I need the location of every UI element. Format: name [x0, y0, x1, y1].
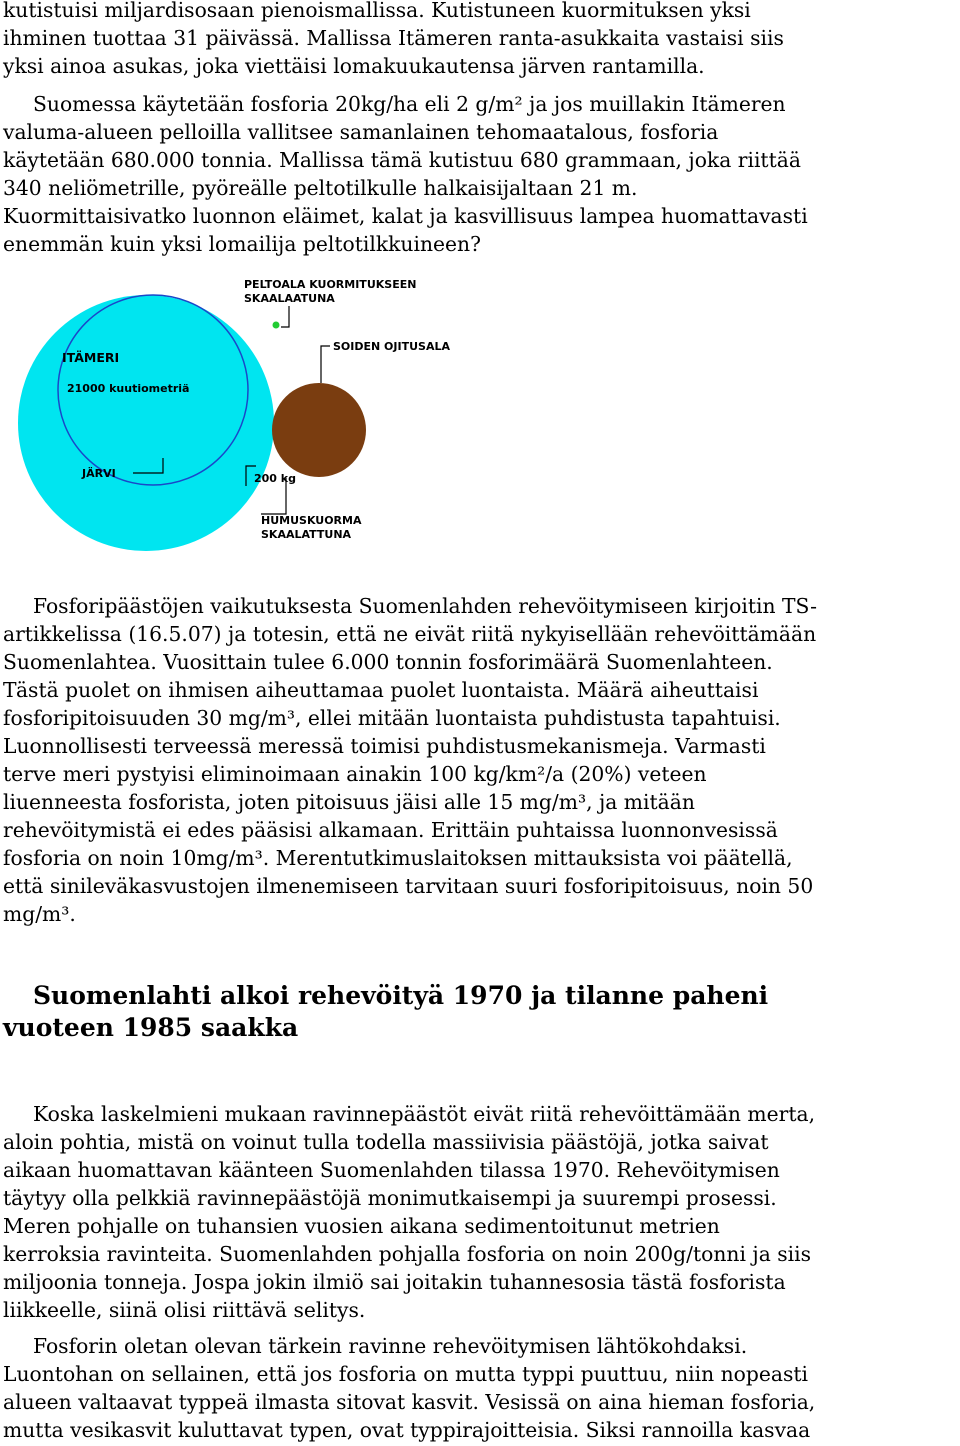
label-field-1: PELTOALA KUORMITUKSEEN — [244, 278, 417, 291]
field-leader-line — [281, 306, 289, 327]
label-humus-1: HUMUSKUORMA — [261, 514, 362, 527]
label-volume: 21000 kuutiometriä — [67, 382, 190, 395]
paragraph-top: kutistuisi miljardisosaan pienoismallissa. Kutistuneen kuormituksen yksi ihminen tuottaa 31 päivässä. Mallissa Itämeren ranta-asukkaita vastaisi siis yksi ainoa asukas, joka viettäisi lomakuukautensa järven rantamilla. — [3, 0, 784, 78]
scale-model-diagram — [3, 268, 523, 558]
section-heading-text: Suomenlahti alkoi rehevöityä 1970 ja tilanne paheni vuoteen 1985 saakka — [3, 981, 769, 1042]
section-heading — [3, 980, 768, 1044]
paragraph-nutrients — [3, 1332, 815, 1444]
label-ditch: SOIDEN OJITUSALA — [333, 340, 450, 353]
paragraph-sediment-text: Koska laskelmieni mukaan ravinnepäästöt eivät riitä rehevöittämään merta, aloin pohtia, mistä on voinut tulla todella massiivisia päästöjä, jotka saivat aikaan huomattavan käänteen Suomenlahden tilassa 1970. Rehevöitymisen täytyy olla pelkkiä ravinnepäästöjä monimutkaisempi ja suurempi prosessi. Meren pohjalle on tuhansien vuosien aikana sedimentoitunut metrien kerroksia ravinteita. Suomenlahden pohjalla fosforia on noin 200g/tonni ja siis miljoonia tonneja. Jospa jokin ilmiö sai joitakin tuhannesosia tästä fosforista liikkeelle, siinä olisi riittävä selitys. — [3, 1102, 816, 1322]
ditch-leader-line — [321, 346, 330, 383]
paragraph-nutrients-text: Fosforin oletan olevan tärkein ravinne rehevöitymisen lähtökohdaksi. Luontohan on sellainen, että jos fosforia on mutta typpi puuttuu, niin nopeasti alueen valtaavat typpeä ilmasta sitovat kasvit. Vesissä on aina hieman fosforia, mutta vesikasvit kuluttavat typen, ovat typpirajoitteisia. Siksi rannoilla kasvaa — [3, 1334, 816, 1442]
label-humus-2: SKAALATTUNA — [261, 528, 352, 541]
paragraph-emissions-text: Fosforipäästöjen vaikutuksesta Suomenlahden rehevöitymiseen kirjoitin TS- artikkelissa (16.5.07) ja totesin, että ne eivät riitä nykyisellään rehevöittämään Suomenlahtea. Vuosittain tulee 6.000 tonnin fosforimäärä Suomenlahteen. Tästä puolet on ihmisen aiheuttamaa puolet luontaista. Määrä aiheuttaisi fosforipitoisuuden 30 mg/m³, ellei mitään luontaista puhdistusta tapahtuisi. Luonnollisesti terveessä meressä toimisi puhdistusmekanismeja. Varmasti terve meri pystyisi eliminoimaan ainakin 100 kg/km²/a (20%) veteen liuenneesta fosforista, joten pitoisuus jäisi alle 15 mg/m³, ja mitään rehevöitymistä ei edes pääsisi alkamaan. Erittäin puhtaissa luonnonvesissä fosforia on noin 10mg/m³. Merentutkimuslaitoksen mittauksista voi päätellä, että sinileväkasvustojen ilmenemiseen tarvitaan suuri fosforipitoisuus, noin 50 mg/m³. — [3, 594, 817, 926]
paragraph-fertilizer — [3, 90, 808, 258]
baltic-sea-circle — [18, 295, 274, 551]
label-baltic: ITÄMERI — [62, 350, 120, 365]
paragraph-fertilizer-text: Suomessa käytetään fosforia 20kg/ha eli 2 g/m² ja jos muillakin Itämeren valuma-alueen pelloilla vallitsee samanlainen tehomaatalous, fosforia käytetään 680.000 tonnia. Mallissa tämä kutistuu 680 grammaan, joka riittää 340 neliömetrille, pyöreälle peltotilkulle halkaisijaltaan 21 m. Kuormittaisivatko luonnon eläimet, kalat ja kasvillisuus lampea huomattavasti enemmän kuin yksi lomailija peltotilkkuineen? — [3, 92, 808, 256]
scale-model-figure — [3, 268, 523, 558]
paragraph-sediment — [3, 1100, 815, 1324]
label-field-2: SKAALAATUNA — [244, 292, 335, 305]
paragraph-emissions — [3, 592, 817, 928]
field-dot — [273, 322, 280, 329]
label-kg: 200 kg — [254, 472, 296, 485]
label-lake: JÄRVI — [82, 467, 116, 480]
humus-circle — [272, 383, 366, 477]
